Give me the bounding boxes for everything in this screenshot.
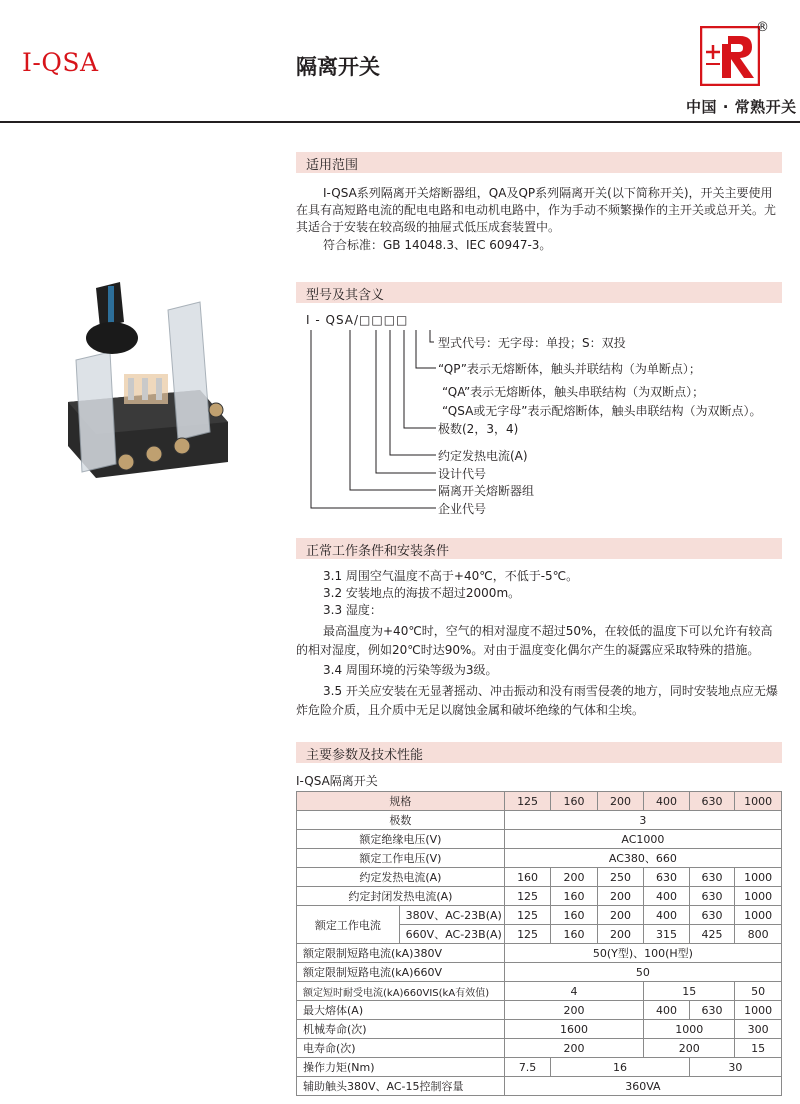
scope-paragraph: I-QSA系列隔离开关熔断器组，QA及QP系列隔离开关(以下简称开关)，开关主要使用在具有高短路电流的配电电路和电动机电路中，作为手动不频繁操作的主开关或总开关。尤其适合于安装在较高级的抽屉式低压成套装置中。 <box>296 186 777 234</box>
section-conditions <box>296 538 782 559</box>
cell-value: 125 <box>504 887 550 906</box>
label-current: 约定发热电流(A) <box>438 449 528 463</box>
table-row <box>297 982 782 1001</box>
cell-value: 50 <box>735 982 782 1001</box>
model-code-pattern: I - QSA/□□□□ <box>306 313 409 327</box>
cell-value: 50(Y型)、100(H型) <box>504 944 781 963</box>
table-row <box>297 1058 782 1077</box>
table-row <box>297 868 782 887</box>
cell-value: 630 <box>689 1001 735 1020</box>
condition-item: 3.2 安装地点的海拔不超过2000m。 <box>323 586 521 600</box>
label-fuse-group: 隔离开关熔断器组 <box>438 484 535 498</box>
cell-label: 操作力矩(Nm) <box>297 1058 505 1077</box>
cell-label: 额定限制短路电流(kA)380V <box>297 944 505 963</box>
cell-value: 250 <box>597 868 643 887</box>
cell-value: 4 <box>504 982 643 1001</box>
table-row <box>297 963 782 982</box>
cell-value: 630 <box>689 868 735 887</box>
label-design-code: 设计代号 <box>438 467 487 481</box>
cell-value: 300 <box>735 1020 782 1039</box>
cell-value: 16 <box>551 1058 689 1077</box>
cell-spec: 200 <box>597 792 643 811</box>
label-qa: “QA”表示无熔断体，触头串联结构（为双断点）； <box>442 385 705 399</box>
cell-value: 200 <box>597 906 643 925</box>
spec-table <box>296 791 782 1096</box>
cell-value: 200 <box>504 1039 643 1058</box>
table-row <box>297 1077 782 1096</box>
condition-item: 3.4 周围环境的污染等级为3级。 <box>323 663 498 677</box>
table-row <box>297 944 782 963</box>
cell-label: 约定封闭发热电流(A) <box>297 887 505 906</box>
cell-label: 额定短时耐受电流(kA)660VIS(kA有效值) <box>297 982 505 1001</box>
model-diagram <box>296 308 796 528</box>
cell-spec: 125 <box>504 792 550 811</box>
header-rule <box>0 121 800 123</box>
cell-value: 125 <box>504 925 550 944</box>
condition-item: 3.1 周围空气温度不高于+40℃，不低于-5℃。 <box>323 569 579 583</box>
cell-value: 1000 <box>735 868 782 887</box>
cell-value: 160 <box>551 887 597 906</box>
cell-value: 630 <box>689 906 735 925</box>
cell-value: 200 <box>644 1039 735 1058</box>
label-type-code: 型式代号：无字母：单投；S：双投 <box>438 336 626 350</box>
cell-value: 200 <box>504 1001 643 1020</box>
table-row <box>297 792 782 811</box>
brand-text: 中国 · 常熟开关 <box>686 98 797 116</box>
section-model <box>296 282 782 303</box>
cell-spec: 630 <box>689 792 735 811</box>
scope-standard: 符合标准：GB 14048.3、IEC 60947-3。 <box>323 238 552 252</box>
table-row <box>297 1020 782 1039</box>
label-company-code: 企业代号 <box>438 502 487 516</box>
condition-item: 3.3 湿度： <box>323 603 382 617</box>
cell-value: 425 <box>689 925 735 944</box>
cell-value: 1000 <box>735 1001 782 1020</box>
logo-mark-icon <box>700 26 760 86</box>
cell-label: 额定绝缘电压(V) <box>297 830 505 849</box>
cell-label: 极数 <box>297 811 505 830</box>
section-params <box>296 742 782 763</box>
cell-label: 额定工作电压(V) <box>297 849 505 868</box>
cell-value: 315 <box>644 925 690 944</box>
cell-label: 额定限制短路电流(kA)660V <box>297 963 505 982</box>
cell-value: 15 <box>735 1039 782 1058</box>
cell-value: AC380、660 <box>504 849 781 868</box>
cell-spec: 400 <box>644 792 690 811</box>
table-row <box>297 887 782 906</box>
cell-value: 160 <box>551 906 597 925</box>
registered-mark: ® <box>756 20 769 35</box>
cell-value: 400 <box>644 906 690 925</box>
section-model-title: 型号及其含义 <box>306 288 385 303</box>
cell-value: 400 <box>644 887 690 906</box>
label-poles: 极数(2，3，4) <box>438 422 519 436</box>
cell-value: 360VA <box>504 1077 781 1096</box>
cell-value: 200 <box>597 887 643 906</box>
cell-value: 1000 <box>735 906 782 925</box>
cell-sublabel: 660V、AC-23B(A) <box>399 925 504 944</box>
cell-spec: 1000 <box>735 792 782 811</box>
section-params-title: 主要参数及技术性能 <box>306 748 424 763</box>
cell-value: 15 <box>644 982 735 1001</box>
company-logo <box>686 16 797 120</box>
cell-label: 约定发热电流(A) <box>297 868 505 887</box>
condition-item: 最高温度为+40℃时，空气的相对湿度不超过50%，在较低的温度下可以允许有较高的相对湿度，例如20℃时达90%。对由于温度变化偶尔产生的凝露应采取特殊的措施。 <box>296 624 773 657</box>
product-photo <box>50 282 240 502</box>
cell-value: 630 <box>689 887 735 906</box>
cell-value: 1000 <box>735 887 782 906</box>
page-title: 隔离开关 <box>296 54 380 79</box>
cell-value: 50 <box>504 963 781 982</box>
cell-label: 机械寿命(次) <box>297 1020 505 1039</box>
condition-item: 3.5 开关应安装在无显著摇动、冲击振动和没有雨雪侵袭的地方，同时安装地点应无爆炸危险介质，且介质中无足以腐蚀金属和破坏绝缘的气体和尘埃。 <box>296 684 778 717</box>
cell-value: 200 <box>551 868 597 887</box>
table-row <box>297 906 782 925</box>
table-row <box>297 1039 782 1058</box>
cell-value: AC1000 <box>504 830 781 849</box>
cell-spec: 160 <box>551 792 597 811</box>
cell-value: 3 <box>504 811 781 830</box>
cell-value: 7.5 <box>504 1058 550 1077</box>
table-row <box>297 830 782 849</box>
table-title: I-QSA隔离开关 <box>296 774 378 788</box>
section-scope-title: 适用范围 <box>306 158 359 173</box>
cell-value: 30 <box>689 1058 781 1077</box>
table-row <box>297 1001 782 1020</box>
label-qp: “QP”表示无熔断体，触头并联结构（为单断点）； <box>438 362 701 376</box>
cell-spec-label: 规格 <box>297 792 505 811</box>
model-code: I-QSA <box>22 48 99 77</box>
cell-value: 125 <box>504 906 550 925</box>
cell-value: 800 <box>735 925 782 944</box>
cell-value: 1000 <box>644 1020 735 1039</box>
section-conditions-title: 正常工作条件和安装条件 <box>306 544 450 559</box>
cell-value: 1600 <box>504 1020 643 1039</box>
cell-value: 400 <box>644 1001 690 1020</box>
cell-label: 电寿命(次) <box>297 1039 505 1058</box>
cell-value: 160 <box>504 868 550 887</box>
cell-value: 200 <box>597 925 643 944</box>
section-scope <box>296 152 782 173</box>
table-row <box>297 811 782 830</box>
cell-sublabel: 380V、AC-23B(A) <box>399 906 504 925</box>
cell-label: 额定工作电流 <box>297 906 400 944</box>
table-row <box>297 849 782 868</box>
cell-label: 辅助触头380V、AC-15控制容量 <box>297 1077 505 1096</box>
cell-value: 160 <box>551 925 597 944</box>
label-qsa: “QSA或无字母”表示配熔断体，触头串联结构（为双断点）。 <box>442 404 762 418</box>
cell-label: 最大熔体(A) <box>297 1001 505 1020</box>
cell-value: 630 <box>644 868 690 887</box>
